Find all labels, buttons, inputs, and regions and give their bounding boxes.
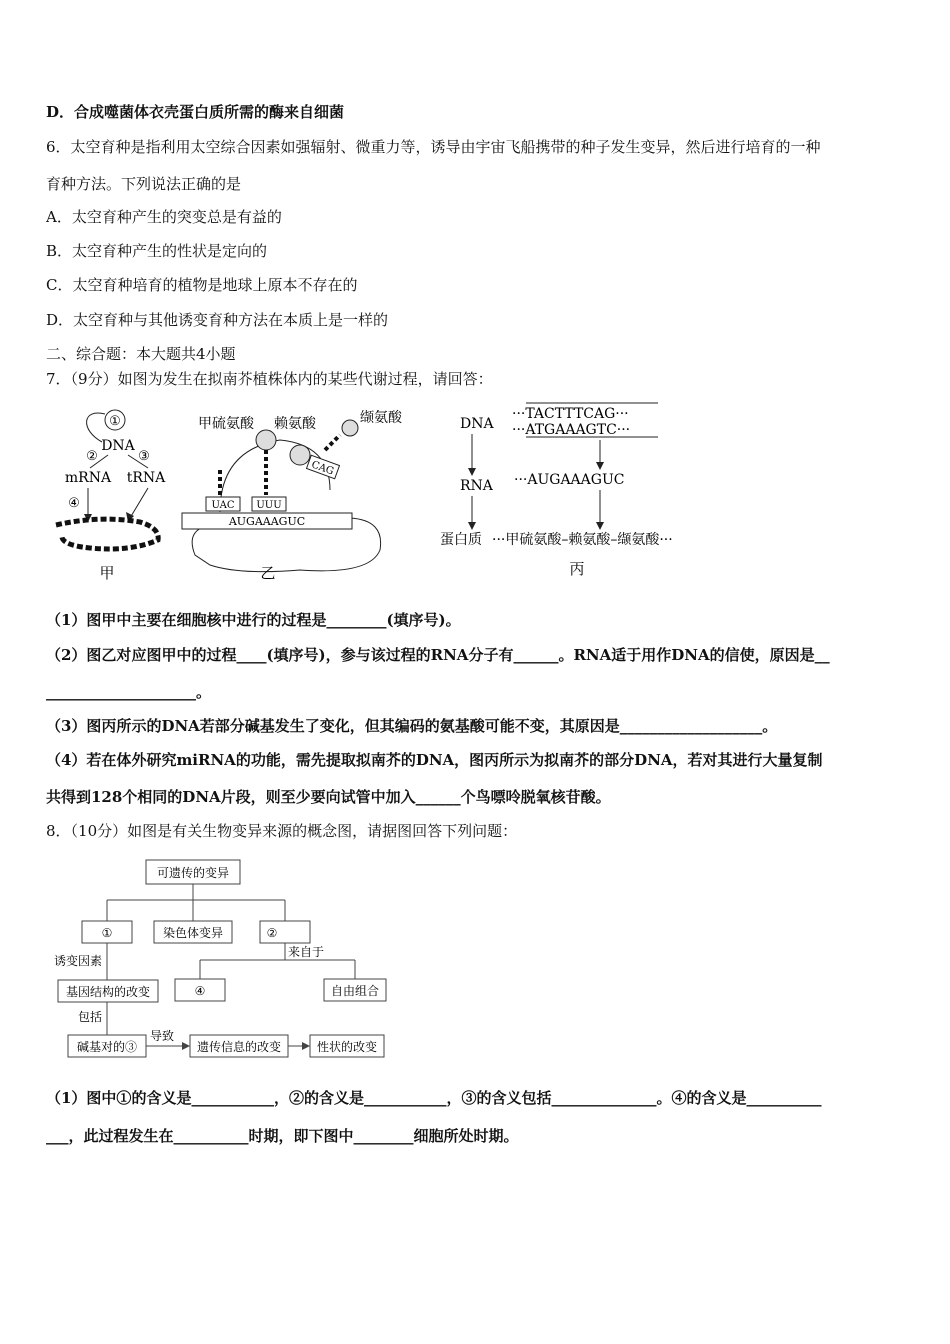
jia-label-mrna: mRNA — [64, 470, 112, 486]
bing-label-protein: 蛋白质 — [440, 532, 482, 548]
diagram-label-induce: 诱变因素 — [54, 954, 103, 968]
yi-label-lys: 赖氨酸 — [274, 416, 316, 432]
q5-option-d: D．合成噬菌体衣壳蛋白质所需的酶来自细菌 — [46, 103, 345, 121]
diagram-root: 可遗传的变异 — [156, 866, 230, 880]
q8-sub1-line2: ___，此过程发生在__________时期，即下图中________细胞所处时期。 — [46, 1127, 519, 1145]
bing-label-rna: RNA — [460, 478, 493, 494]
diagram-node-4: ④ — [194, 984, 206, 998]
bing-dna-bottom: ···ATGAAAGTC··· — [512, 422, 631, 438]
diagram-node-trait: 性状的改变 — [316, 1040, 378, 1054]
jia-label-dna: DNA — [101, 438, 135, 454]
yi-label-mrna-seq: AUGAAAGUC — [228, 515, 306, 528]
bing-protein-seq: ···甲硫氨酸–赖氨酸–缬氨酸··· — [492, 532, 673, 548]
diagram-node-3: 碱基对的③ — [76, 1040, 138, 1054]
diagram-label-from: 来自于 — [288, 945, 325, 959]
q7-sub3: （3）图丙所示的DNA若部分碱基发生了变化，但其编码的氨基酸可能不变，其原因是___________________。 — [46, 717, 778, 735]
jia-label-3: ③ — [138, 449, 150, 464]
q8-concept-diagram — [50, 855, 395, 1065]
jia-caption: 甲 — [99, 564, 115, 582]
yi-label-met: 甲硫氨酸 — [198, 416, 254, 432]
yi-label-uuu: UUU — [256, 500, 282, 511]
q6-stem-line1: 6．太空育种是指利用太空综合因素如强辐射、微重力等，诱导由宇宙飞船携带的种子发生变异，然后进行培育的一种 — [46, 138, 821, 156]
yi-label-cag: CAG — [309, 459, 336, 478]
bing-label-dna: DNA — [460, 416, 494, 432]
yi-label-uac: UAC — [211, 500, 235, 511]
diagram-node-2: ② — [266, 926, 278, 940]
q8-sub1-line1: （1）图中①的含义是___________，②的含义是___________，③的含义包括______________。④的含义是__________ — [46, 1089, 822, 1107]
jia-label-4: ④ — [68, 496, 80, 511]
yi-caption: 乙 — [260, 564, 276, 582]
q6-option-a: A．太空育种产生的突变总是有益的 — [46, 208, 282, 226]
bing-rna-seq: ···AUGAAAGUC — [514, 472, 625, 488]
section2-heading: 二、综合题：本大题共4小题 — [46, 345, 236, 363]
q7-sub4-line1: （4）若在体外研究miRNA的功能，需先提取拟南芥的DNA，图丙所示为拟南芥的部分DNA，若对其进行大量复制 — [46, 751, 823, 769]
q7-sub2-line1: （2）图乙对应图甲中的过程____(填序号)，参与该过程的RNA分子有______。RNA适于用作DNA的信使，原因是__ — [46, 646, 830, 664]
q8-stem: 8．（10分）如图是有关生物变异来源的概念图，请据图回答下列问题： — [46, 822, 518, 840]
jia-label-1: ① — [109, 414, 121, 429]
diagram-label-include: 包括 — [78, 1010, 103, 1024]
diagram-node-free: 自由组合 — [330, 984, 380, 998]
diagram-label-lead: 导致 — [150, 1029, 175, 1043]
q6-stem-line2: 育种方法。下列说法正确的是 — [46, 175, 242, 193]
q7-stem: 7．（9分）如图为发生在拟南芥植株体内的某些代谢过程，请回答： — [46, 370, 493, 388]
q6-option-b: B．太空育种产生的性状是定向的 — [46, 242, 268, 260]
q6-option-c: C．太空育种培育的植物是地球上原本不存在的 — [46, 276, 358, 294]
q7-sub1: （1）图甲中主要在细胞核中进行的过程是________(填序号)。 — [46, 611, 461, 629]
jia-label-trna: tRNA — [126, 470, 166, 486]
q7-sub4-line2: 共得到128个相同的DNA片段，则至少要向试管中加入______个鸟嘌呤脱氧核苷酸。 — [46, 788, 611, 806]
q7-sub2-line2: ____________________。 — [46, 683, 212, 701]
diagram-node-gene: 基因结构的改变 — [65, 985, 151, 999]
diagram-node-chrom: 染色体变异 — [162, 926, 224, 940]
q6-option-d: D．太空育种与其他诱变育种方法在本质上是一样的 — [46, 311, 389, 329]
bing-caption: 丙 — [569, 560, 585, 578]
yi-label-val: 缬氨酸 — [360, 410, 402, 426]
q7-figure-bing — [430, 398, 730, 583]
bing-dna-top: ···TACTTTCAG··· — [512, 406, 629, 422]
q7-figure-jia — [50, 400, 180, 585]
diagram-node-1: ① — [101, 926, 113, 940]
q7-figure-yi — [180, 400, 420, 585]
jia-label-2: ② — [86, 449, 98, 464]
diagram-node-info: 遗传信息的改变 — [196, 1040, 282, 1054]
